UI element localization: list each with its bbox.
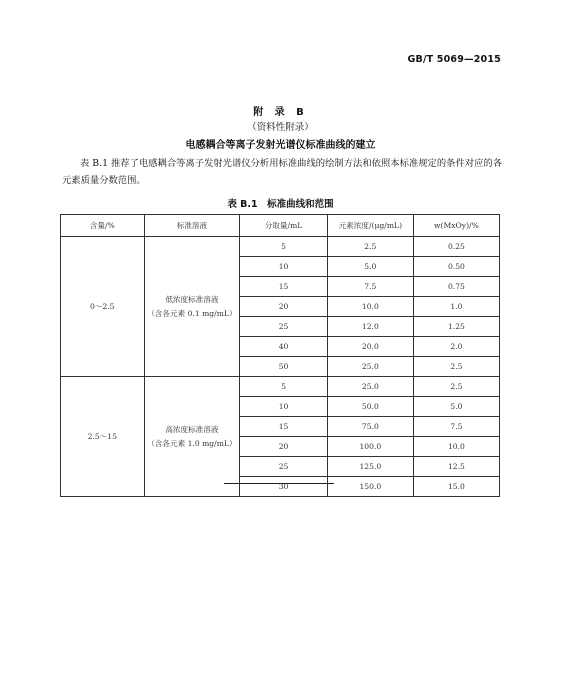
aliquot-cell: 5 xyxy=(240,237,328,257)
mass-fraction-cell: 12.5 xyxy=(413,457,499,477)
mass-fraction-cell: 0.25 xyxy=(413,237,499,257)
aliquot-cell: 5 xyxy=(240,377,328,397)
concentration-cell: 150.0 xyxy=(327,477,413,497)
aliquot-cell: 10 xyxy=(240,257,328,277)
mass-fraction-cell: 0.75 xyxy=(413,277,499,297)
table-caption: 表 B.1 标准曲线和范围 xyxy=(227,199,334,210)
aliquot-cell: 30 xyxy=(240,477,328,497)
concentration-cell: 125.0 xyxy=(327,457,413,477)
aliquot-cell: 25 xyxy=(240,317,328,337)
concentration-cell: 75.0 xyxy=(327,417,413,437)
concentration-cell: 7.5 xyxy=(327,277,413,297)
concentration-cell: 25.0 xyxy=(327,357,413,377)
aliquot-cell: 40 xyxy=(240,337,328,357)
solution-note: （含各元素 1.0 mg/mL） xyxy=(147,438,237,448)
header-aliquot: 分取量/mL xyxy=(240,215,328,237)
mass-fraction-cell: 10.0 xyxy=(413,437,499,457)
table-body xyxy=(61,237,500,497)
aliquot-cell: 20 xyxy=(240,437,328,457)
table-header-row xyxy=(61,215,500,237)
body-paragraph: 表 B.1 推荐了电感耦合等离子发射光谱仪分析用标准曲线的绘制方法和依照本标准规定的条件对应的各元素质量分数范围。 xyxy=(62,158,502,186)
aliquot-cell: 20 xyxy=(240,297,328,317)
table-row xyxy=(61,237,500,257)
mass-fraction-cell: 15.0 xyxy=(413,477,499,497)
solution-cell xyxy=(144,377,240,497)
concentration-cell: 100.0 xyxy=(327,437,413,457)
mass-fraction-cell: 2.5 xyxy=(413,357,499,377)
range-cell: 0～2.5 xyxy=(61,237,145,377)
header-mass-fraction: w(MxOy)/% xyxy=(413,215,499,237)
concentration-cell: 25.0 xyxy=(327,377,413,397)
concentration-cell: 5.0 xyxy=(327,257,413,277)
standard-code: GB/T 5069—2015 xyxy=(407,54,501,65)
concentration-cell: 20.0 xyxy=(327,337,413,357)
annex-nature: （资料性附录） xyxy=(247,122,314,133)
aliquot-cell: 10 xyxy=(240,397,328,417)
concentration-cell: 10.0 xyxy=(327,297,413,317)
mass-fraction-cell: 0.50 xyxy=(413,257,499,277)
mass-fraction-cell: 7.5 xyxy=(413,417,499,437)
solution-cell xyxy=(144,237,240,377)
annex-title: 附 录 B xyxy=(253,107,308,118)
mass-fraction-cell: 2.5 xyxy=(413,377,499,397)
annex-heading: 电感耦合等离子发射光谱仪标准曲线的建立 xyxy=(185,140,376,151)
mass-fraction-cell: 2.0 xyxy=(413,337,499,357)
aliquot-cell: 15 xyxy=(240,277,328,297)
aliquot-cell: 15 xyxy=(240,417,328,437)
concentration-cell: 50.0 xyxy=(327,397,413,417)
solution-name: 高浓度标准溶液 xyxy=(165,424,219,434)
header-solution: 标准溶液 xyxy=(144,215,240,237)
aliquot-cell: 25 xyxy=(240,457,328,477)
solution-note: （含各元素 0.1 mg/mL） xyxy=(147,308,237,318)
header-content: 含量/% xyxy=(61,215,145,237)
range-cell: 2.5～15 xyxy=(61,377,145,497)
solution-name: 低浓度标准溶液 xyxy=(165,294,219,304)
mass-fraction-cell: 1.0 xyxy=(413,297,499,317)
table-row xyxy=(61,377,500,397)
header-concentration: 元素浓度/(μg/mL) xyxy=(327,215,413,237)
concentration-cell: 2.5 xyxy=(327,237,413,257)
mass-fraction-cell: 1.25 xyxy=(413,317,499,337)
standard-curve-table xyxy=(60,214,500,497)
mass-fraction-cell: 5.0 xyxy=(413,397,499,417)
concentration-cell: 12.0 xyxy=(327,317,413,337)
aliquot-cell: 50 xyxy=(240,357,328,377)
end-rule xyxy=(224,483,334,484)
